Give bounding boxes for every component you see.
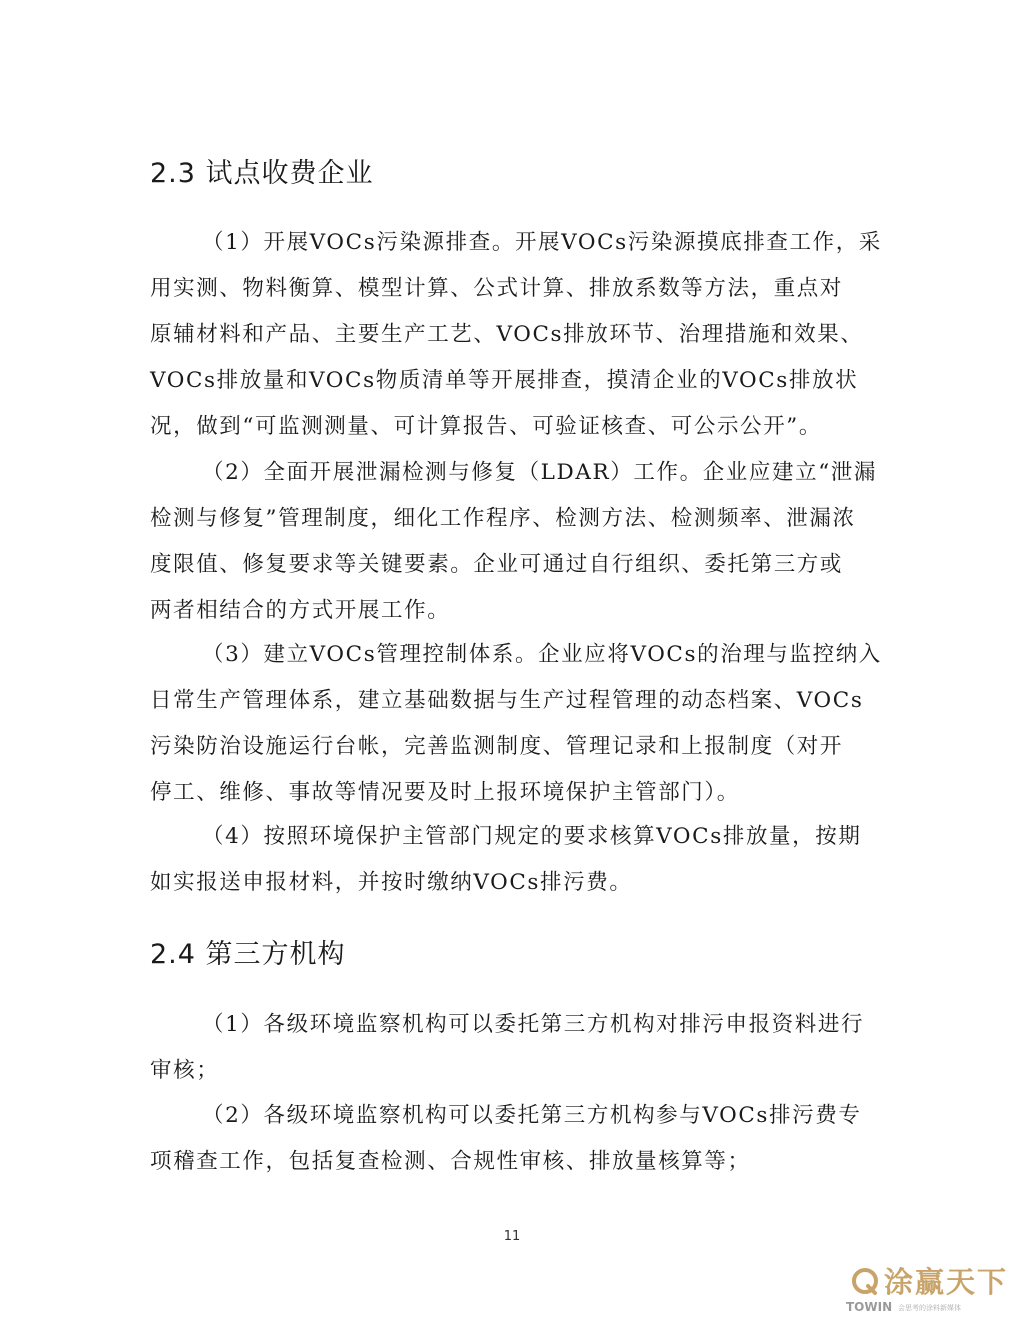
text-line: （1）开展VOCs污染源排查。开展VOCs污染源摸底排查工作，采	[202, 230, 882, 255]
text-line: 况，做到“可监测测量、可计算报告、可验证核查、可公示公开”。	[150, 414, 822, 439]
paragraph-2-3-4	[150, 814, 870, 906]
paragraph-2-3-1	[150, 220, 882, 450]
text-line: 用实测、物料衡算、模型计算、公式计算、排放系数等方法，重点对	[150, 276, 844, 301]
text-line: （2）全面开展泄漏检测与修复（LDAR）工作。企业应建立“泄漏	[202, 460, 878, 485]
text-line: 原辅材料和产品、主要生产工艺、VOCs排放环节、治理措施和效果、	[150, 322, 864, 347]
paragraph-2-3-3	[150, 632, 882, 816]
text-line: VOCs排放量和VOCs物质清单等开展排查，摸清企业的VOCs排放状	[150, 368, 859, 393]
watermark-brand: TOWIN	[846, 1300, 893, 1314]
text-line: 停工、维修、事故等情况要及时上报环境保护主管部门）。	[150, 780, 740, 805]
text-line: 日常生产管理体系，建立基础数据与生产过程管理的动态档案、VOCs	[150, 688, 864, 713]
text-line: 审核；	[150, 1058, 220, 1083]
text-line: （3）建立VOCs管理控制体系。企业应将VOCs的治理与监控纳入	[202, 642, 882, 667]
text-line: （1）各级环境监察机构可以委托第三方机构对排污申报资料进行	[202, 1012, 865, 1037]
paragraph-2-4-1	[150, 1002, 870, 1094]
watermark	[846, 1258, 1016, 1318]
watermark-tagline: 会思考的涂料新媒体	[898, 1304, 961, 1312]
text-line: 如实报送申报材料，并按时缴纳VOCs排污费。	[150, 870, 633, 895]
text-line: （2）各级环境监察机构可以委托第三方机构参与VOCs排污费专	[202, 1103, 862, 1128]
text-line: 检测与修复”管理制度，细化工作程序、检测方法、检测频率、泄漏浓	[150, 506, 856, 531]
section-heading-2-4: 2.4 第三方机构	[150, 939, 346, 970]
text-line: （4）按照环境保护主管部门规定的要求核算VOCs排放量，按期	[202, 824, 862, 849]
watermark-title: 涂赢天下	[884, 1265, 1009, 1299]
section-heading-2-3: 2.3 试点收费企业	[150, 158, 374, 189]
paragraph-2-3-2	[150, 450, 878, 634]
text-line: 两者相结合的方式开展工作。	[150, 598, 451, 623]
text-line: 项稽查工作，包括复查检测、合规性审核、排放量核算等；	[150, 1149, 751, 1174]
page-number: 11	[503, 1229, 521, 1244]
text-line: 度限值、修复要求等关键要素。企业可通过自行组织、委托第三方或	[150, 552, 844, 577]
paragraph-2-4-2	[150, 1093, 870, 1185]
watermark-logo-icon	[850, 1266, 880, 1296]
text-line: 污染防治设施运行台帐，完善监测制度、管理记录和上报制度（对开	[150, 734, 844, 759]
